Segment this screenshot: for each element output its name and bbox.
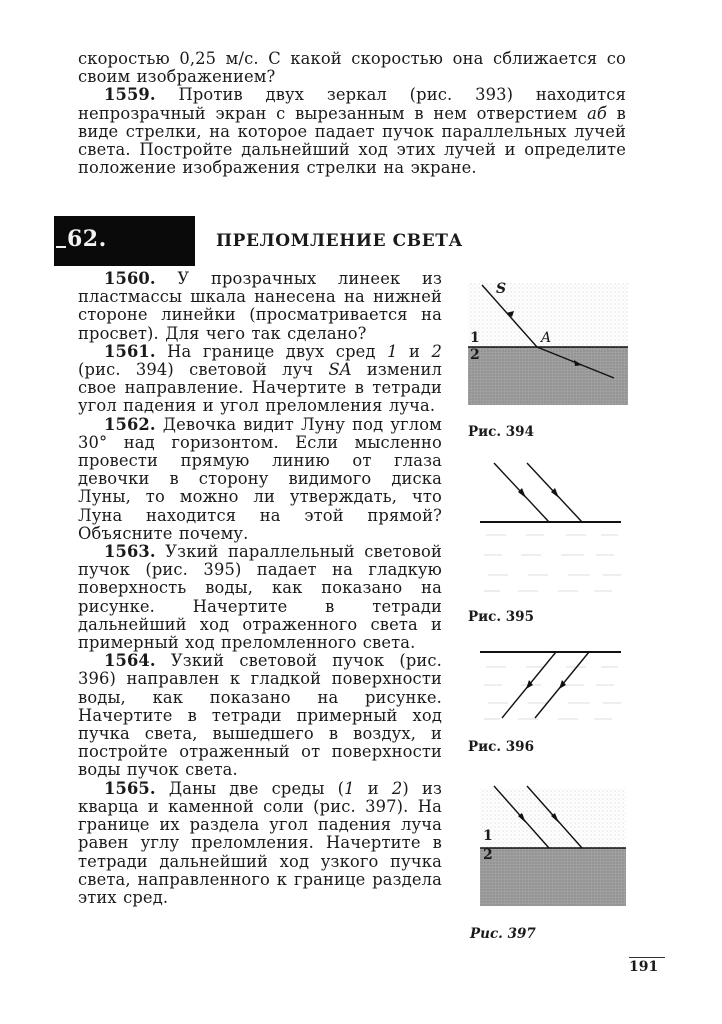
medium-2-label: 2 (483, 847, 493, 863)
problem-text: (рис. 394) световой луч (78, 360, 329, 380)
section-title: ПРЕЛОМЛЕНИЕ СВЕТА (216, 231, 463, 251)
problem-number: 1562. (104, 414, 156, 434)
problem-text: и (397, 341, 432, 361)
italic-term: 1 (387, 341, 398, 361)
problem-text: в виде стрелки, на которое падает пучок параллельных лучей света. Постройте дальнейший ход этих лучей и определите положение изображения стрелки на экране. (78, 103, 626, 178)
problem-text: Узкий параллельный световой пучок (рис. 395) падает на гладкую поверхность воды, как показано на рисунке. Начертите в тетради дальнейший ход отраженного света и примерный ход преломленного света. (78, 542, 442, 653)
figure-394-caption: Рис. 394 (468, 424, 534, 440)
continuation-paragraph: скоростью 0,25 м/с. С какой скоростью она сближается со своим изображением? (78, 49, 626, 87)
problem-text: Девочка видит Луну под углом 30° над горизонтом. Если мысленно провести прямую линию от глаза девочки в сторону видимого диска Луны, то можно ли утверждать, что Луна находится на этой прямой? Объясните почему. (78, 414, 442, 543)
problem-number: 1561. (104, 341, 156, 361)
problem-text: изменил свое направление. Начертите в тетради угол падения и угол преломления луча. (78, 360, 442, 416)
figure-394 (466, 275, 666, 405)
figure-395-caption: Рис. 395 (468, 609, 534, 625)
figure-395 (466, 455, 666, 595)
problems-column (78, 270, 442, 907)
problem-text: и (354, 778, 392, 798)
italic-term: 2 (431, 341, 442, 361)
problem-text: У прозрачных линеек из пластмассы шкала нанесена на нижней стороне линейки (просматривается на просвет). Для чего так сделано? (78, 269, 442, 343)
figure-397-caption: Рис. 397 (470, 926, 536, 942)
page-number: 191 (629, 957, 665, 975)
figure-397 (466, 778, 666, 908)
italic-term: аб (587, 103, 608, 123)
two-media-diagram-icon (466, 778, 666, 908)
problem-1565 (78, 780, 442, 907)
problem-text: Узкий световой пучок (рис. 396) направлен к гладкой поверхности воды, как показано на рисунке. Начертите в тетради примерный ход пучка света, вышедшего в воздух, и постройте отраженный от поверхности воды пучок света. (78, 651, 442, 780)
problem-1563 (78, 543, 442, 652)
medium-2-label: 2 (470, 347, 480, 363)
italic-term: 2 (391, 778, 403, 798)
reflection-diagram-icon (466, 455, 666, 595)
problem-text: ) из кварца и каменной соли (рис. 397). На границе их раздела угол падения луча равен углу преломления. Начертите в тетради дальнейший ход узкого пучка света, направленного к границе раздела этих сред. (78, 778, 443, 907)
refraction-from-water-diagram-icon (466, 645, 666, 725)
italic-term: SA (328, 360, 352, 380)
problem-number: 1559. (104, 85, 156, 105)
label-a: A (541, 330, 552, 346)
continuation-text-block (78, 50, 626, 177)
figure-396-caption: Рис. 396 (468, 739, 534, 755)
problem-1561 (78, 343, 442, 416)
problem-text: Против двух зеркал (рис. 393) находится непрозрачный экран с вырезанным в нем отверстием (78, 85, 626, 123)
section-number: 62. (56, 226, 107, 252)
problem-1559 (78, 86, 626, 177)
problem-1562 (78, 416, 442, 543)
problem-number: 1565. (104, 778, 156, 798)
problem-number: 1563. (104, 542, 156, 562)
problem-number: 1560. (104, 269, 156, 288)
problem-text: Даны две среды ( (155, 778, 345, 798)
problem-1560 (78, 270, 442, 343)
italic-term: 1 (344, 778, 355, 798)
medium-1-label: 1 (470, 330, 480, 346)
problem-number: 1564. (104, 651, 156, 671)
problem-text: На границе двух сред (155, 341, 388, 361)
problem-1564 (78, 652, 442, 779)
label-s: S (496, 281, 507, 297)
figure-396 (466, 645, 666, 725)
medium-1-label: 1 (483, 828, 493, 844)
